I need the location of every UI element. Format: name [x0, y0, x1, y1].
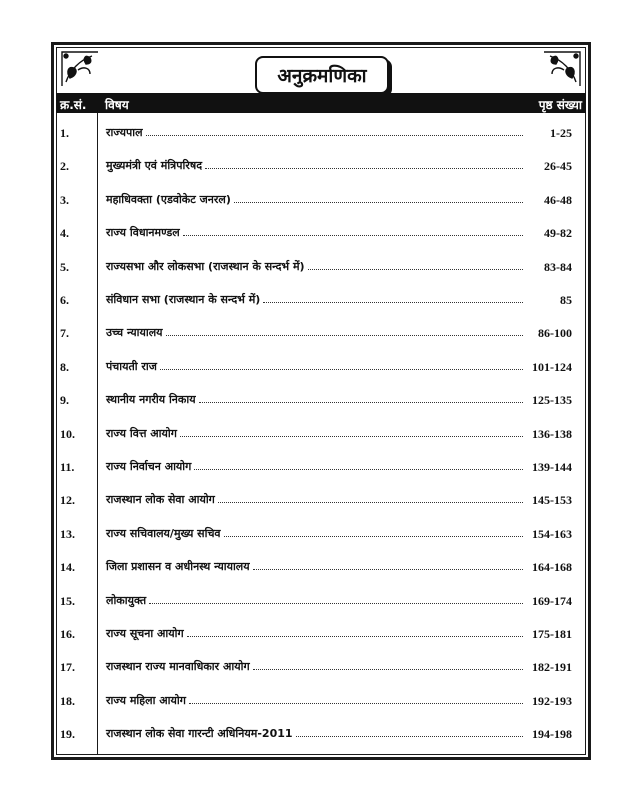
row-title-wrap: [106, 490, 526, 510]
row-pages: 125-135: [532, 393, 572, 408]
row-number: 14.: [60, 560, 75, 575]
table-row: [56, 123, 586, 143]
row-title: संविधान सभा (राजस्थान के सन्दर्भ में): [106, 293, 261, 306]
row-title: स्थानीय नगरीय निकाय: [106, 393, 196, 407]
row-pages: 49-82: [544, 226, 572, 241]
header-page: पृष्ठ संख्या: [538, 98, 582, 112]
row-number: 11.: [60, 460, 75, 474]
row-pages: 164-168: [532, 560, 572, 575]
leader-dots: [263, 291, 523, 303]
leader-dots: [183, 224, 523, 236]
row-title: जिला प्रशासन व अधीनस्थ न्यायालय: [106, 560, 250, 574]
row-number: 6.: [60, 293, 69, 307]
row-number: 13.: [60, 526, 75, 541]
row-number: 9.: [60, 393, 69, 408]
row-title: राज्य महिला आयोग: [106, 693, 186, 707]
table-row: [56, 156, 586, 176]
leader-dots: [205, 157, 523, 169]
row-number: 8.: [60, 359, 69, 374]
row-pages: 154-163: [532, 526, 572, 541]
leader-dots: [296, 725, 523, 737]
row-pages: 83-84: [544, 259, 572, 274]
row-title: राज्य सचिवालय/मुख्य सचिव: [106, 526, 221, 540]
table-row: [56, 290, 586, 310]
row-number: 1.: [60, 126, 69, 140]
row-number: 3.: [60, 192, 69, 207]
row-title-wrap: [106, 290, 526, 310]
row-number: 17.: [60, 660, 75, 675]
row-title: राजस्थान लोक सेवा गारन्टी अधिनियम-2011: [106, 727, 293, 741]
row-number: 18.: [60, 693, 75, 708]
row-pages: 175-181: [532, 627, 572, 641]
floral-ornament-icon: [60, 50, 100, 88]
row-title-wrap: [106, 457, 526, 477]
row-pages: 145-153: [532, 493, 572, 508]
row-title: लोकायुक्त: [106, 593, 147, 607]
page-title: अनुक्रमणिका: [255, 56, 389, 94]
row-pages: 139-144: [532, 460, 572, 474]
row-title-wrap: [106, 424, 526, 444]
row-pages: 182-191: [532, 660, 572, 675]
leader-dots: [160, 358, 523, 370]
row-title-wrap: [106, 691, 526, 711]
row-number: 2.: [60, 159, 69, 174]
row-number: 5.: [60, 259, 69, 274]
table-row: [56, 524, 586, 544]
leader-dots: [189, 692, 523, 704]
row-title-wrap: [106, 323, 526, 343]
leader-dots: [166, 324, 523, 336]
row-title-wrap: [106, 390, 526, 410]
row-title: राज्य वित्त आयोग: [106, 426, 177, 440]
row-title-wrap: [106, 156, 526, 176]
leader-dots: [194, 458, 523, 470]
row-title-wrap: [106, 223, 526, 243]
table-row: [56, 390, 586, 410]
row-title-wrap: [106, 557, 526, 577]
row-title: पंचायती राज: [106, 359, 157, 373]
leader-dots: [218, 491, 523, 503]
row-title: राजस्थान राज्य मानवाधिकार आयोग: [106, 660, 250, 674]
table-row: [56, 557, 586, 577]
row-pages: 26-45: [544, 159, 572, 174]
row-pages: 192-193: [532, 693, 572, 708]
table-row: [56, 691, 586, 711]
row-number: 4.: [60, 226, 69, 241]
row-title-wrap: [106, 624, 526, 644]
table-row: [56, 657, 586, 677]
table-row: [56, 190, 586, 210]
row-pages: 136-138: [532, 426, 572, 441]
row-pages: 194-198: [532, 727, 572, 742]
table-row: [56, 323, 586, 343]
row-pages: 101-124: [532, 359, 572, 374]
table-row: [56, 223, 586, 243]
table-row: [56, 724, 586, 744]
leader-dots: [199, 391, 523, 403]
row-pages: 86-100: [538, 326, 572, 341]
table-row: [56, 424, 586, 444]
row-title-wrap: [106, 724, 526, 744]
row-title: राजस्थान लोक सेवा आयोग: [106, 493, 215, 507]
row-title-wrap: [106, 357, 526, 377]
leader-dots: [146, 124, 523, 136]
row-number: 10.: [60, 426, 75, 441]
leader-dots: [187, 625, 523, 637]
row-title-wrap: [106, 123, 526, 143]
row-title-wrap: [106, 657, 526, 677]
row-number: 19.: [60, 727, 75, 742]
header-number: क्र.सं.: [60, 98, 87, 112]
row-title-wrap: [106, 190, 526, 210]
row-title: राज्यसभा और लोकसभा (राजस्थान के सन्दर्भ में): [106, 259, 305, 273]
table-row: [56, 457, 586, 477]
row-title: राज्य निर्वाचन आयोग: [106, 460, 192, 473]
leader-dots: [253, 558, 523, 570]
header-subject: विषय: [105, 98, 129, 112]
row-number: 12.: [60, 493, 75, 508]
row-pages: 85: [560, 293, 572, 307]
leader-dots: [149, 592, 523, 604]
row-number: 7.: [60, 326, 69, 341]
leader-dots: [308, 258, 523, 270]
row-title: महाधिवक्ता (एडवोकेट जनरल): [106, 192, 231, 206]
leader-dots: [234, 191, 523, 203]
leader-dots: [253, 658, 523, 670]
leader-dots: [224, 525, 523, 537]
row-title: राज्य विधानमण्डल: [106, 226, 180, 240]
row-pages: 1-25: [550, 126, 572, 140]
row-number: 15.: [60, 593, 75, 608]
table-header: [56, 93, 586, 113]
row-pages: 46-48: [544, 192, 572, 207]
leader-dots: [180, 425, 523, 437]
row-title-wrap: [106, 257, 526, 277]
table-row: [56, 257, 586, 277]
table-row: [56, 357, 586, 377]
table-row: [56, 591, 586, 611]
table-row: [56, 490, 586, 510]
row-title: राज्यपाल: [106, 126, 143, 139]
row-title-wrap: [106, 591, 526, 611]
row-title: राज्य सूचना आयोग: [106, 627, 184, 640]
row-pages: 169-174: [532, 593, 572, 608]
table-row: [56, 624, 586, 644]
row-title: मुख्यमंत्री एवं मंत्रिपरिषद: [106, 159, 203, 173]
row-title-wrap: [106, 524, 526, 544]
floral-ornament-icon: [542, 50, 582, 88]
row-number: 16.: [60, 627, 75, 641]
row-title: उच्च न्यायालय: [106, 326, 163, 340]
